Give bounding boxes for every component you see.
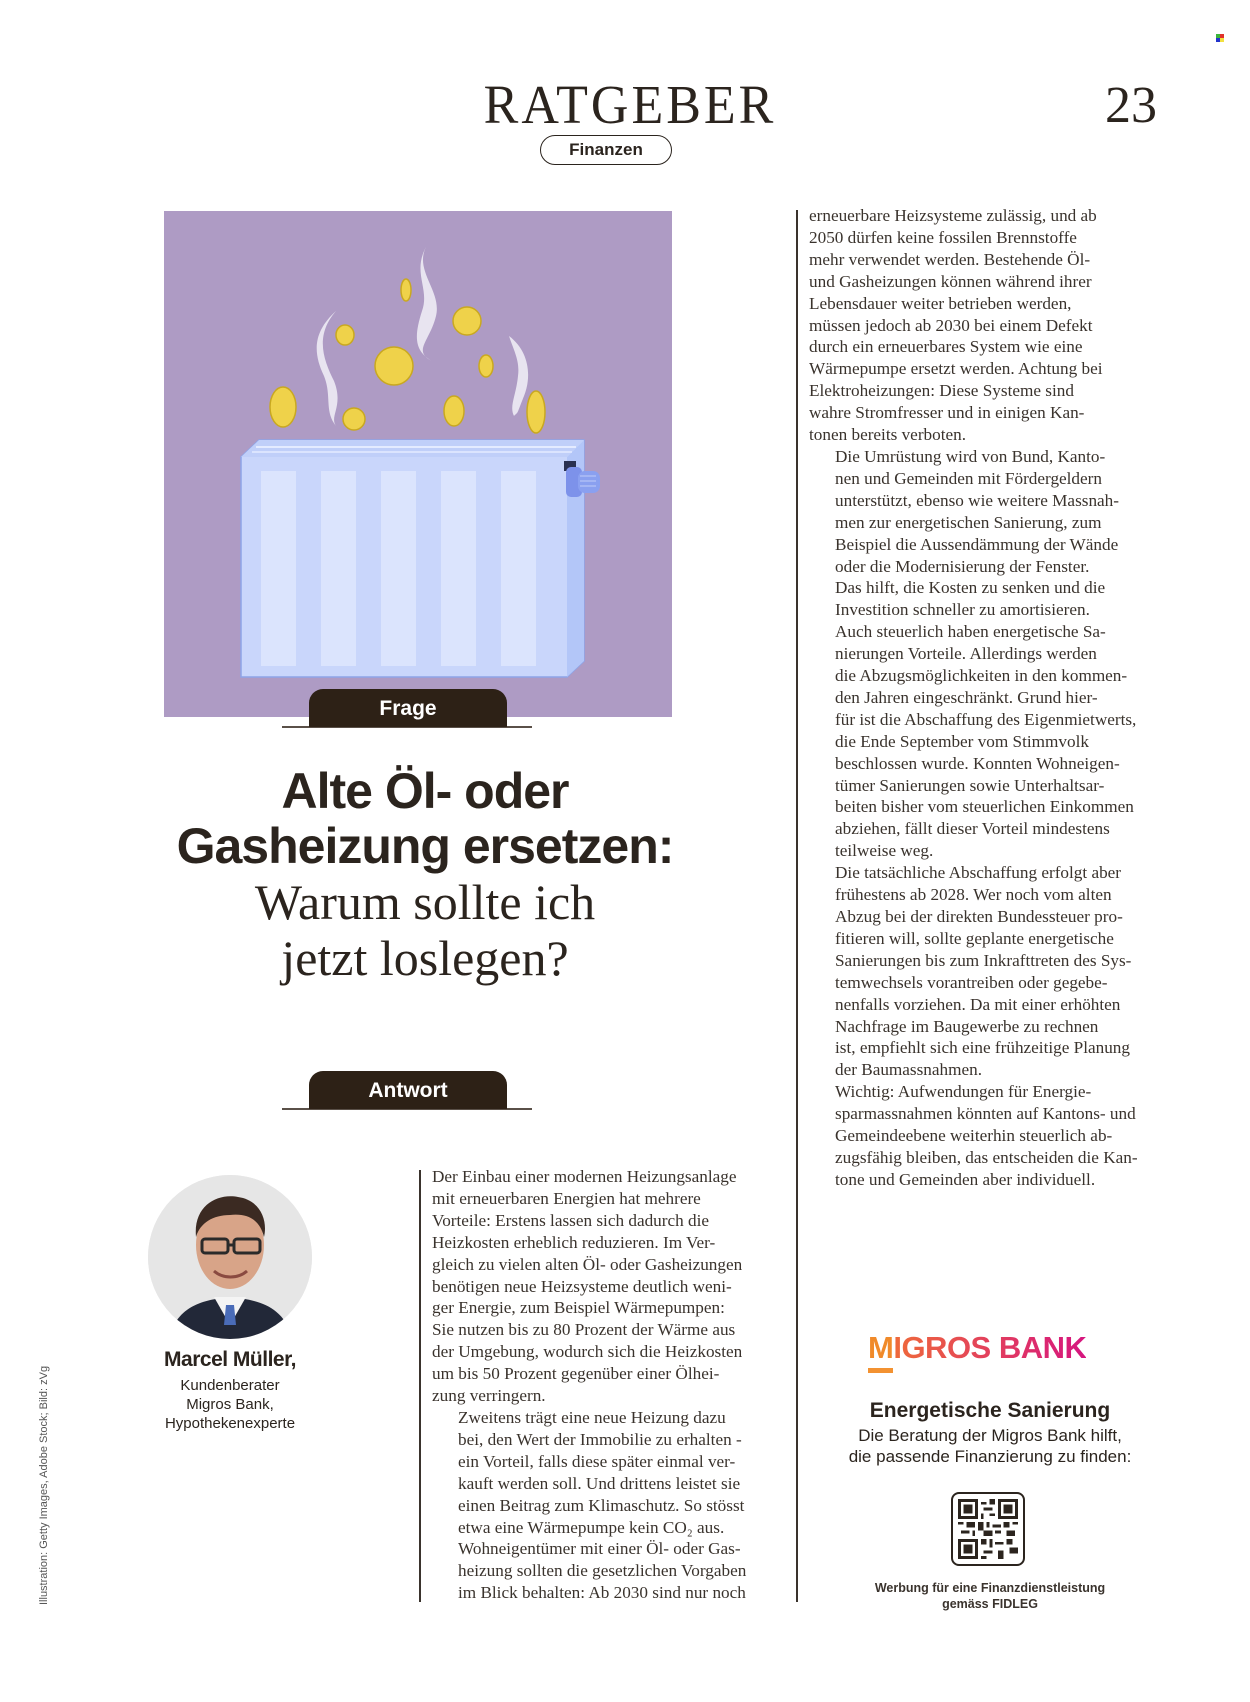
- category-tag[interactable]: Finanzen: [540, 135, 672, 165]
- text-line: tone und Gemeinden aber individuell.: [835, 1169, 1096, 1189]
- text-line: zugsfähig bleiben, das entscheiden die Kan-: [835, 1147, 1138, 1167]
- text-line: ist, empfiehlt sich eine frühzeitige Planung: [835, 1038, 1130, 1058]
- text-line: Investition schneller zu amortisieren.: [835, 600, 1090, 620]
- logo-m: M: [868, 1330, 894, 1365]
- text-line: zung verringern.: [432, 1386, 546, 1406]
- qr-code-icon: [958, 1499, 1018, 1559]
- ad-disclaimer-line: Werbung für eine Finanzdienstleistung: [874, 1581, 1106, 1595]
- text-line: Wärmepumpe ersetzt werden. Achtung bei: [809, 359, 1103, 379]
- avatar: [148, 1175, 312, 1339]
- text-line: Die tatsächliche Abschaffung erfolgt aber: [835, 863, 1122, 883]
- text-line: sparmassnahmen könnten auf Kantons- und: [835, 1104, 1136, 1124]
- text-line: heizung sollten die gesetzlichen Vorgaben: [458, 1561, 747, 1581]
- text-line: teilweise weg.: [835, 841, 934, 861]
- ad-text-line: die passende Finanzierung zu finden:: [848, 1447, 1132, 1466]
- text-line: Gemeindeebene weiterhin steuerlich ab-: [835, 1126, 1113, 1146]
- text-line: beschlossen wurde. Konnten Wohneigen-: [835, 753, 1120, 773]
- text-line: gleich zu vielen alten Öl- oder Gasheizungen: [432, 1254, 743, 1274]
- text-line: etwa eine Wärmepumpe kein CO₂ aus.: [458, 1517, 725, 1537]
- text-line: Auch steuerlich haben energetische Sa-: [835, 622, 1106, 642]
- print-color-marks: [1216, 34, 1224, 42]
- text-line: temwechsels vorantreiben oder gegebe-: [835, 972, 1108, 992]
- text-line: nen und Gemeinden mit Fördergeldern: [835, 468, 1102, 488]
- text-line: wahre Stromfresser und in einigen Kan-: [809, 403, 1085, 423]
- article-paragraph: [809, 862, 1169, 1081]
- image-credit: Illustration: Getty Images, Adobe Stock; Bild: zVg: [38, 1365, 50, 1605]
- article-paragraph: [432, 1166, 792, 1407]
- text-line: Heizkosten erheblich reduzieren. Im Ver-: [432, 1232, 716, 1252]
- text-line: Nachfrage im Baugewerbe zu rechnen: [835, 1016, 1099, 1036]
- column-rule-middle: [419, 1170, 421, 1602]
- author-role-line: Kundenberater: [180, 1377, 280, 1394]
- article-column-middle: [432, 1166, 792, 1604]
- text-line: abziehen, fällt dieser Vorteil mindestens: [835, 819, 1110, 839]
- article-paragraph: [809, 205, 1169, 446]
- text-line: Lebensdauer weiter betrieben werden,: [809, 293, 1072, 313]
- text-line: fitieren will, sollte geplante energetische: [835, 928, 1114, 948]
- author-name: Marcel Müller,: [164, 1348, 296, 1371]
- text-line: die Abzugsmöglichkeiten in den kommen-: [835, 666, 1128, 686]
- headline-line-2: Gasheizung ersetzen:: [176, 818, 674, 874]
- text-line: und Gasheizungen können während ihrer: [809, 271, 1092, 291]
- text-line: bei, den Wert der Immobilie zu erhalten -: [458, 1429, 742, 1449]
- text-line: Wichtig: Aufwendungen für Energie-: [835, 1082, 1092, 1102]
- answer-label: Antwort: [309, 1071, 507, 1109]
- article-paragraph: [809, 446, 1169, 621]
- article-paragraph: [432, 1407, 792, 1538]
- text-line: Zweitens trägt eine neue Heizung dazu: [458, 1407, 726, 1427]
- author-role: [140, 1376, 320, 1433]
- page-number: 23: [1105, 77, 1157, 134]
- radiator-icon: [164, 211, 672, 717]
- text-line: mehr verwendet werden. Bestehende Öl-: [809, 249, 1091, 269]
- text-line: der Umgebung, wodurch sich die Heizkosten: [432, 1342, 743, 1362]
- article-paragraph: [432, 1538, 792, 1604]
- author-role-line: Hypothekenexperte: [164, 1415, 296, 1432]
- text-line: Sanierungen bis zum Inkrafttreten des Sys-: [835, 950, 1132, 970]
- text-line: Der Einbau einer modernen Heizungsanlage: [432, 1167, 737, 1186]
- text-line: mit erneuerbaren Energien hat mehrere: [432, 1188, 701, 1208]
- migros-bank-logo[interactable]: [868, 1332, 1086, 1363]
- text-line: benötigen neue Heizsysteme deutlich weni-: [432, 1276, 732, 1296]
- logo-text: IGROS BANK: [893, 1330, 1087, 1365]
- text-line: um bis 50 Prozent gegenüber einer Ölhei-: [432, 1364, 720, 1384]
- ad-disclaimer-line: gemäss FIDLEG: [942, 1597, 1038, 1611]
- text-line: ein Vorteil, falls diese später einmal ver-: [458, 1451, 736, 1471]
- text-line: kauft werden soll. Und drittens leistet sie: [458, 1473, 741, 1493]
- text-line: im Blick behalten: Ab 2030 sind nur noch: [458, 1583, 746, 1603]
- ad-text-line: Die Beratung der Migros Bank hilft,: [858, 1426, 1122, 1445]
- text-line: für ist die Abschaffung des Eigenmietwerts,: [835, 709, 1137, 729]
- text-line: einen Beitrag zum Klimaschutz. So stösst: [458, 1495, 745, 1515]
- author-role-line: Migros Bank,: [186, 1396, 274, 1413]
- text-line: beiten bisher vom steuerlichen Einkommen: [835, 797, 1134, 817]
- text-line: nierungen Vorteile. Allerdings werden: [835, 644, 1097, 664]
- text-line: durch ein erneuerbares System wie eine: [809, 337, 1083, 357]
- article-paragraph: [809, 621, 1169, 862]
- article-paragraph: [809, 1081, 1169, 1191]
- radiator-coins-illustration: [164, 211, 672, 717]
- text-line: die Ende September vom Stimmvolk: [835, 731, 1089, 751]
- subheadline-line-1: Warum sollte ich: [254, 874, 596, 930]
- headline-line-1: Alte Öl- oder: [281, 763, 569, 819]
- ad-disclaimer: [820, 1580, 1160, 1612]
- text-line: Beispiel die Aussendämmung der Wände: [835, 534, 1119, 554]
- ad-text: [820, 1425, 1160, 1467]
- text-line: Wohneigentümer mit einer Öl- oder Gas-: [458, 1539, 741, 1559]
- text-line: tonen bereits verboten.: [809, 425, 967, 445]
- subheadline-line-2: jetzt loslegen?: [281, 930, 569, 986]
- text-line: Elektroheizungen: Diese Systeme sind: [809, 381, 1074, 401]
- text-line: 2050 dürfen keine fossilen Brennstoffe: [809, 227, 1077, 247]
- text-line: tümer Sanierungen sowie Unterhaltsar-: [835, 775, 1105, 795]
- text-line: men zur energetischen Sanierung, zum: [835, 512, 1102, 532]
- text-line: den Jahren eingeschränkt. Grund hier-: [835, 687, 1098, 707]
- text-line: frühestens ab 2028. Wer noch vom alten: [835, 885, 1112, 905]
- qr-code[interactable]: [951, 1492, 1025, 1566]
- text-line: Das hilft, die Kosten zu senken und die: [835, 578, 1106, 598]
- text-line: der Baumassnahmen.: [835, 1060, 983, 1080]
- text-line: oder die Modernisierung der Fenster.: [835, 556, 1090, 576]
- text-line: Die Umrüstung wird von Bund, Kanto-: [835, 446, 1106, 466]
- text-line: erneuerbare Heizsysteme zulässig, und ab: [809, 206, 1097, 225]
- text-line: unterstützt, ebenso wie weitere Massnah-: [835, 490, 1119, 510]
- text-line: nenfalls vorziehen. Da mit einer erhöhten: [835, 994, 1121, 1014]
- portrait-icon: [148, 1175, 312, 1339]
- text-line: Vorteile: Erstens lassen sich dadurch die: [432, 1210, 709, 1230]
- section-title: RATGEBER: [483, 75, 777, 136]
- text-line: ger Energie, zum Beispiel Wärmepumpen:: [432, 1298, 725, 1318]
- headline: [140, 764, 710, 986]
- column-rule-right: [796, 210, 798, 1602]
- article-column-right: [809, 205, 1169, 1191]
- text-line: müssen jedoch ab 2030 bei einem Defekt: [809, 315, 1093, 335]
- question-label: Frage: [309, 689, 507, 727]
- text-line: Abzug bei der direkten Bundessteuer pro-: [835, 907, 1123, 926]
- text-line: Sie nutzen bis zu 80 Prozent der Wärme aus: [432, 1320, 736, 1340]
- ad-title: Energetische Sanierung: [869, 1399, 1111, 1422]
